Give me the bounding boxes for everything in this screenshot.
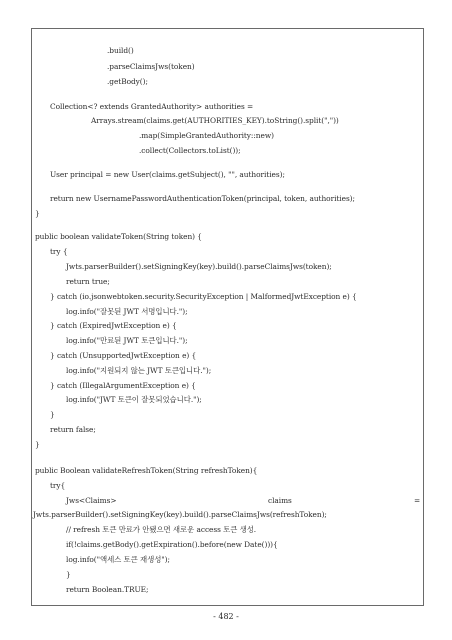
code-line: .getBody(); xyxy=(107,77,148,86)
code-line: Arrays.stream(claims.get(AUTHORITIES_KEY).toString().split(",")) xyxy=(91,116,339,125)
code-line: = xyxy=(414,496,421,505)
code-line: } catch (ExpiredJwtException e) { xyxy=(50,321,177,330)
page-number: - 482 - xyxy=(213,612,239,621)
code-line: return new UsernamePasswordAuthenticationToken(principal, token, authorities); xyxy=(50,194,355,203)
code-line: log.info("JWT 토큰이 잘못되었습니다."); xyxy=(66,395,202,404)
code-line: return false; xyxy=(50,425,96,434)
code-line: Jwts.parserBuilder().setSigningKey(key).build().parseClaimsJws(refreshToken); xyxy=(33,510,327,519)
code-line: Jwts.parserBuilder().setSigningKey(key).build().parseClaimsJws(token); xyxy=(66,262,332,271)
code-line: Collection<? extends GrantedAuthority> authorities = xyxy=(50,102,254,111)
code-frame xyxy=(31,28,424,606)
code-line: } xyxy=(66,570,71,579)
code-line: if(!claims.getBody().getExpiration().before(new Date())){ xyxy=(66,540,278,549)
code-line: try{ xyxy=(50,481,66,490)
code-line: // refresh 토큰 만료가 안됐으면 새로운 access 토큰 생성. xyxy=(66,525,257,534)
code-line: } catch (io.jsonwebtoken.security.SecurityException | MalformedJwtException e) { xyxy=(50,292,357,301)
code-line: User principal = new User(claims.getSubject(), "", authorities); xyxy=(50,170,285,179)
code-line: log.info("액세스 토큰 재생성"); xyxy=(66,555,170,564)
code-line: public boolean validateToken(String token) { xyxy=(35,232,202,241)
code-line: } xyxy=(35,440,40,449)
code-block xyxy=(32,29,423,605)
code-line: } xyxy=(50,410,55,419)
code-line: return true; xyxy=(66,277,110,286)
code-line: .parseClaimsJws(token) xyxy=(107,62,195,71)
code-line: return Boolean.TRUE; xyxy=(66,585,149,594)
code-line: Jws<Claims> xyxy=(66,496,117,505)
code-line: } catch (UnsupportedJwtException e) { xyxy=(50,351,197,360)
code-line: .collect(Collectors.toList()); xyxy=(139,146,241,155)
code-line: } xyxy=(35,209,40,218)
code-line: .map(SimpleGrantedAuthority::new) xyxy=(139,131,274,140)
code-line: try { xyxy=(50,247,68,256)
code-line: } catch (IllegalArgumentException e) { xyxy=(50,381,196,390)
code-line: log.info("잘못된 JWT 서명입니다."); xyxy=(66,307,188,316)
code-line: log.info("지원되지 않는 JWT 토큰입니다."); xyxy=(66,366,212,375)
code-line: log.info("만료된 JWT 토큰입니다."); xyxy=(66,336,188,345)
code-line: public Boolean validateRefreshToken(String refreshToken){ xyxy=(35,466,258,475)
code-line: claims xyxy=(268,496,292,505)
code-line: .build() xyxy=(107,46,134,55)
